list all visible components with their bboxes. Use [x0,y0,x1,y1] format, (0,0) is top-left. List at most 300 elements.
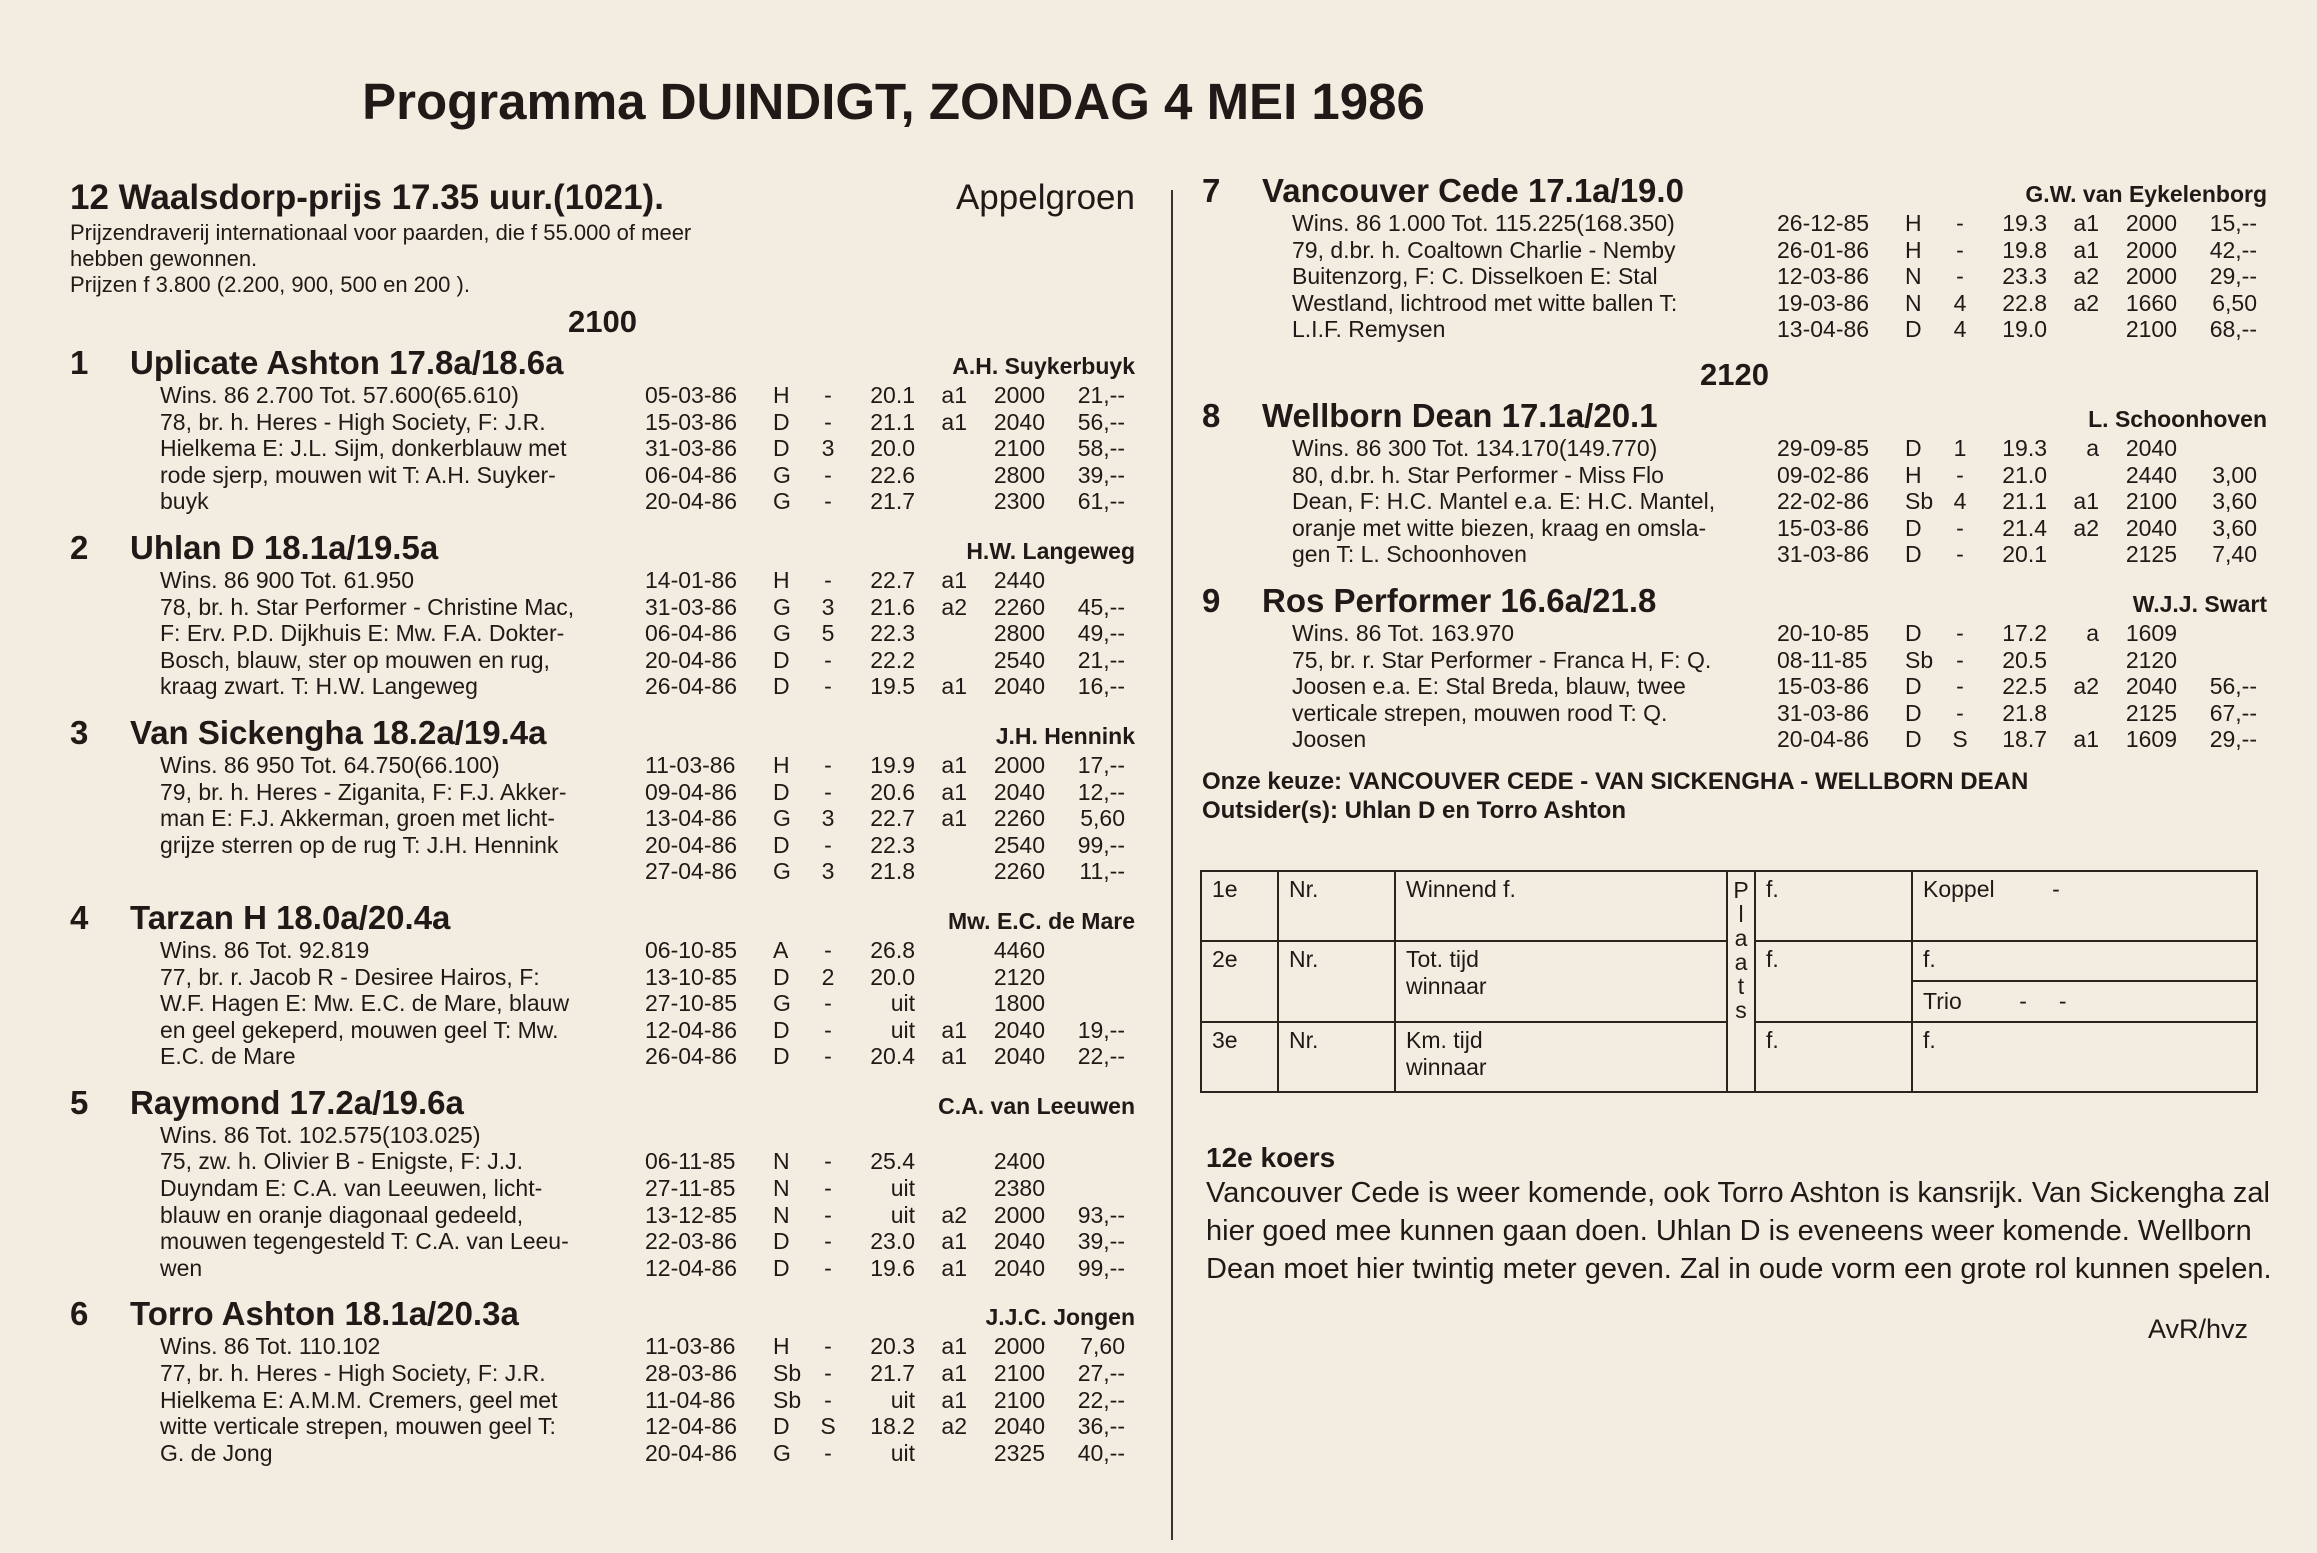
perf-pl: - [824,1333,832,1360]
horse-name: Van Sickengha 18.2a/19.4a [130,713,547,751]
perf-dist: 2440 [993,566,1045,593]
perf-time: 21.1 [2002,488,2047,515]
perf-track [773,1122,813,1149]
description-line: 77, br. r. Jacob R - Desiree Hairos, F: [160,963,540,990]
description-line: Wins. 86 2.700 Tot. 57.600(65.610) [160,382,519,408]
perf-track: D [1905,514,1922,541]
perf-pl: - [824,461,832,488]
perf-pl: - [824,831,832,858]
perf-dist: 2000 [2125,210,2177,236]
race-header [70,178,1135,218]
performance-row [645,1122,1135,1149]
perf-date: 15-03-86 [1777,673,1870,700]
perf-dist: 2120 [2125,646,2177,673]
description-line: Dean, F: H.C. Mantel e.a. E: H.C. Mantel, [1292,488,1716,515]
perf-time: 23.0 [870,1228,915,1255]
perf-prize: 3,60 [2212,488,2257,515]
perf-dist: 2125 [2125,699,2177,726]
perf-pl: - [824,936,832,963]
perf-date: 27-04-86 [645,858,738,885]
perf-prize: 93,-- [1077,1201,1125,1228]
description-line: wen [160,1254,203,1281]
perf-pl: 1 [1953,434,1967,461]
race-distance-2: 2120 [1700,356,1769,392]
perf-dist: 2380 [993,1175,1045,1202]
perf-time: 19.3 [2002,210,2047,236]
perf-st [2047,316,2099,343]
horse-header [1202,397,2267,435]
perf-st: a2 [2073,263,2099,290]
perf-pl: 3 [821,858,835,885]
horse-name: Wellborn Dean 17.1a/20.1 [1262,396,1658,434]
performance-row [645,1175,1135,1202]
perf-dist: 2040 [993,408,1045,435]
perf-pl: - [824,1016,832,1043]
perf-prize: 42,-- [2209,236,2257,263]
description-line: E.C. de Mare [160,1043,296,1070]
description-line [160,858,645,885]
perf-time: 19.5 [870,673,915,700]
description-line: kraag zwart. T: H.W. Langeweg [160,673,478,700]
perf-st: a1 [941,751,967,778]
perf-dist: 2100 [2125,316,2177,343]
perf-dist: 2125 [2125,541,2177,568]
race-title: 12 Waalsdorp-prijs 17.35 uur.(1021). [70,178,664,217]
perf-time [843,1122,915,1149]
perf-prize: 61,-- [1077,488,1125,515]
perf-dist: 2120 [993,963,1045,990]
perf-dist: 2100 [2125,488,2177,515]
perf-dist: 2540 [993,646,1045,673]
perf-time: 20.1 [870,382,915,408]
perf-date: 20-04-86 [1777,726,1870,753]
performance-row [645,1387,1135,1414]
horse-entry [1202,397,2267,568]
performance-row [645,832,1135,859]
perf-track: G [773,461,791,488]
perf-st: a2 [941,1413,967,1440]
plaats-f-3: f. [1755,1022,1912,1092]
horse-name: Tarzan H 18.0a/20.4a [130,898,451,936]
perf-prize: 17,-- [1077,751,1125,778]
perf-track: D [773,408,790,435]
description-line: Wins. 86 Tot. 92.819 [160,936,370,963]
perf-date: 15-03-86 [645,408,738,435]
perf-prize: 7,40 [2212,541,2257,568]
perf-dist: 2000 [993,751,1045,778]
perf-prize: 49,-- [1077,620,1125,647]
perf-date: 06-10-85 [645,936,738,963]
horse-trainer: J.H. Hennink [995,722,1135,749]
perf-track: N [1905,289,1922,316]
description-line: 78, br. h. Heres - High Society, F: J.R. [160,408,546,435]
perf-prize: 56,-- [2209,673,2257,700]
perf-date: 26-04-86 [645,1043,738,1070]
horse-description [160,567,645,700]
perf-dist: 2400 [993,1148,1045,1175]
horse-list [70,344,1135,1466]
perf-st [915,964,967,991]
perf-pl: 4 [1953,289,1967,316]
perf-prize: 40,-- [1077,1439,1125,1466]
perf-st: a1 [941,1016,967,1043]
horse-name: Raymond 17.2a/19.6a [130,1083,464,1121]
performance-row [1777,435,2267,462]
horse-trainer: C.A. van Leeuwen [938,1092,1135,1119]
description-line: Westland, lichtrood met witte ballen T: [1292,289,1678,316]
perf-time: uit [890,1175,915,1202]
horse-description [160,937,645,1070]
perf-prize [1045,1148,1125,1175]
perf-dist: 2000 [2125,236,2177,263]
rank-3: 3e [1201,1022,1278,1092]
description-line: F: Erv. P.D. Dijkhuis E: Mw. F.A. Dokter- [160,620,565,647]
description-line: 80, d.br. h. Star Performer - Miss Flo [1292,461,1664,488]
koppel: Koppel - [1912,871,2257,941]
horse-header [70,1084,1135,1122]
horse-trainer: Mw. E.C. de Mare [947,907,1135,934]
perf-date: 11-04-86 [645,1386,736,1413]
description-line: gen T: L. Schoonhoven [1292,541,1527,568]
horse-name: Uhlan D 18.1a/19.5a [130,528,439,566]
perf-prize: 3,00 [2212,461,2257,488]
perf-date: 13-10-85 [645,963,738,990]
perf-prize: 7,60 [1080,1333,1125,1360]
performance-row [1777,647,2267,674]
perf-time: 20.1 [2002,541,2047,568]
horse-entry [70,1295,1135,1466]
perf-pl: - [824,1175,832,1202]
perf-prize [2177,620,2257,647]
perf-track: D [1905,673,1922,700]
perf-time: 21.1 [870,408,915,435]
perf-track: D [773,1043,790,1070]
perf-pl: 2 [821,963,835,990]
perf-date: 22-03-86 [645,1228,738,1255]
tot-tijd: Tot. tijd winnaar [1395,941,1727,1022]
horse-body [160,567,1135,700]
perf-time: 22.6 [870,461,915,488]
perf-date: 06-04-86 [645,620,738,647]
performance-row [645,805,1135,832]
perf-pl: - [824,1254,832,1281]
perf-st: a1 [941,1333,967,1360]
perf-time: 26.8 [870,936,915,963]
perf-pl: 3 [821,435,835,462]
perf-track: Sb [773,1386,802,1413]
perf-time: 22.8 [2002,289,2047,316]
performance-table [645,567,1135,700]
performance-row [645,488,1135,515]
horse-entry [70,714,1135,885]
perf-track: H [1905,236,1922,263]
perf-time: 22.5 [2002,673,2047,700]
performance-table [1777,210,2267,343]
performance-row [645,647,1135,674]
perf-track: N [773,1201,790,1228]
perf-prize: 21,-- [1077,646,1125,673]
perf-dist: 2040 [2125,434,2177,461]
perf-st: a2 [941,1201,967,1228]
perf-track: D [773,673,790,700]
race-conditions: Prijzendraverij internationaal voor paarden, die f 55.000 of meer hebben gewonnen. Prijzen f 3.800 (2.200, 900, 500 en 200 ). [70,220,692,297]
description-line: Joosen [1292,726,1367,753]
perf-pl: - [1956,646,1964,673]
performance-row [645,1202,1135,1229]
horse-body [160,1333,1135,1466]
description-line: Bosch, blauw, ster op mouwen en rug, [160,646,550,673]
perf-dist: 2440 [2125,461,2177,488]
perf-pl: - [824,408,832,435]
performance-row [645,1228,1135,1255]
perf-track: G [773,858,791,885]
perf-st [915,462,967,489]
perf-st [915,488,967,515]
performance-row [645,1360,1135,1387]
horse-entry [1202,172,2267,343]
description-line: Buitenzorg, F: C. Disselkoen E: Stal [1292,263,1658,290]
koers-text: Vancouver Cede is weer komende, ook Torro Ashton is kansrijk. Van Sickengha zal hier goed mee kunnen gaan doen. Uhlan D is eveneens weer komende. Wellborn Dean moet hier twintig meter geven. Zal in oude vorm een grote rol kunnen spelen. [1206,1177,2272,1285]
koppel-trio: f. Trio - - [1912,941,2257,1022]
perf-date: 31-03-86 [1777,541,1870,568]
perf-prize: 6,50 [2212,289,2257,316]
performance-row [1777,700,2267,727]
our-choice-line: Onze keuze: VANCOUVER CEDE - VAN SICKENGHA - WELLBORN DEAN [1202,767,2029,795]
horse-body [1292,620,2267,753]
perf-date: 20-04-86 [645,831,738,858]
performance-row [1777,263,2267,290]
perf-dist: 1609 [2125,619,2177,646]
horse-trainer: A.H. Suykerbuyk [952,353,1135,379]
horse-number: 6 [70,1295,89,1333]
performance-row [1777,290,2267,317]
description-line: rode sjerp, mouwen wit T: A.H. Suyker- [160,461,556,488]
perf-time: 22.7 [870,566,915,593]
perf-st: a1 [941,805,967,832]
perf-st [2047,462,2099,489]
horse-description [1292,435,1777,568]
horse-body [1292,435,2267,568]
horse-description [1292,620,1777,753]
perf-dist: 2800 [993,461,1045,488]
description-line: Duyndam E: C.A. van Leeuwen, licht- [160,1175,543,1202]
perf-track: Sb [1905,646,1934,673]
perf-pl: - [824,1043,832,1070]
perf-track: D [773,963,790,990]
signature: AvR/hvz [2148,1314,2249,1344]
horse-name: Vancouver Cede 17.1a/19.0 [1262,172,1684,209]
perf-dist: 2040 [2125,673,2177,700]
perf-date: 31-03-86 [645,435,738,462]
horse-header [70,529,1135,567]
perf-time: 18.2 [870,1413,915,1440]
performance-row [645,620,1135,647]
perf-track: A [773,936,789,963]
horse-number: 3 [70,713,89,751]
perf-st [915,832,967,859]
perf-prize: 39,-- [1077,461,1125,488]
perf-prize [2177,435,2257,462]
horse-list-2 [1202,397,2267,753]
perf-st: a1 [941,1360,967,1387]
horse-body [160,1122,1135,1282]
perf-track: H [773,566,790,593]
perf-dist: 2000 [993,1333,1045,1360]
perf-time: 21.8 [870,858,915,885]
horse-number: 1 [70,344,89,381]
performance-row [645,1440,1135,1467]
perf-st [915,647,967,674]
perf-st: a1 [941,566,967,593]
perf-date: 22-02-86 [1777,488,1870,515]
performance-row [1777,541,2267,568]
perf-pl: - [1956,541,1964,568]
perf-st: a1 [941,778,967,805]
performance-row [645,752,1135,779]
perf-st [915,1122,967,1149]
perf-track: D [1905,541,1922,568]
horse-description [160,752,645,885]
perf-prize: 22,-- [1077,1043,1125,1070]
perf-track: N [773,1175,790,1202]
horse-header [70,1295,1135,1333]
perf-date: 27-10-85 [645,990,738,1017]
perf-pl: - [824,1386,832,1413]
perf-pl: - [1956,673,1964,700]
perf-dist: 2100 [993,1386,1045,1413]
description-line: buyk [160,488,209,515]
perf-st: a1 [941,1228,967,1255]
perf-st: a1 [2073,726,2099,753]
perf-dist: 2040 [993,1228,1045,1255]
perf-track: N [773,1148,790,1175]
perf-prize: 16,-- [1077,673,1125,700]
perf-date: 12-03-86 [1777,263,1870,290]
perf-prize: 58,-- [1077,435,1125,462]
performance-row [645,435,1135,462]
performance-table [1777,435,2267,568]
horse-trainer: W.J.J. Swart [2132,590,2267,617]
horse-number: 8 [1202,396,1221,434]
description-line: Wins. 86 950 Tot. 64.750(66.100) [160,751,500,778]
perf-date: 13-12-85 [645,1201,738,1228]
perf-st [2047,647,2099,674]
description-line: Wins. 86 1.000 Tot. 115.225(168.350) [1292,210,1675,236]
perf-date: 26-12-85 [1777,210,1870,236]
perf-date: 12-04-86 [645,1016,738,1043]
description-line: Hielkema E: J.L. Sijm, donkerblauw met [160,435,567,462]
perf-pl: - [1956,236,1964,263]
perf-prize: 12,-- [1077,778,1125,805]
performance-row [1777,726,2267,753]
perf-prize [1045,990,1125,1017]
performance-row [645,858,1135,885]
perf-track: D [773,1228,790,1255]
perf-date: 05-03-86 [645,382,738,408]
perf-time: 20.0 [870,963,915,990]
perf-track: H [1905,210,1922,236]
perf-prize [1045,1122,1125,1149]
plaats-vertical: P l a a t s [1727,871,1755,1092]
perf-dist: 2040 [2125,514,2177,541]
description-line: mouwen tegengesteld T: C.A. van Leeu- [160,1228,569,1255]
horse-entry [70,529,1135,700]
perf-time: 19.3 [2002,434,2047,461]
description-line: Hielkema E: A.M.M. Cremers, geel met [160,1386,558,1413]
perf-dist: 2000 [993,1201,1045,1228]
perf-dist: 2260 [993,858,1045,885]
performance-row [645,1333,1135,1360]
perf-date: 28-03-86 [645,1360,738,1387]
perf-track: D [773,1254,790,1281]
perf-dist: 1660 [2125,289,2177,316]
performance-table [1777,620,2267,753]
description-line: 75, zw. h. Olivier B - Enigste, F: J.J. [160,1148,524,1175]
nr-1: Nr. [1278,871,1395,941]
horse-trainer: G.W. van Eykelenborg [2025,181,2267,207]
perf-date [645,1122,773,1149]
rank-2: 2e [1201,941,1278,1022]
performance-row [645,382,1135,409]
horse-description [160,382,645,515]
perf-prize: 22,-- [1077,1386,1125,1413]
perf-track: D [773,831,790,858]
perf-st: a2 [2073,289,2099,316]
perf-dist: 2040 [993,1043,1045,1070]
horse-header [70,714,1135,752]
perf-time: 22.3 [870,831,915,858]
perf-track: D [773,435,790,462]
perf-pl: S [1952,726,1968,753]
perf-pl: - [824,1201,832,1228]
koers-heading: 12e koers [1206,1142,1336,1173]
perf-prize [1045,567,1125,594]
perf-time: 21.6 [870,593,915,620]
perf-st: a2 [941,593,967,620]
description-line: Joosen e.a. E: Stal Breda, blauw, twee [1292,673,1686,700]
perf-date: 11-03-86 [645,1333,736,1360]
perf-st [915,620,967,647]
perf-st [915,858,967,885]
perf-pl: - [824,1439,832,1466]
plaats-f-2: f. [1755,941,1912,1022]
perf-pl: - [824,673,832,700]
perf-date: 06-04-86 [645,461,738,488]
perf-date: 20-04-86 [645,646,738,673]
horse-number: 9 [1202,581,1221,619]
horse-entry [70,1084,1135,1282]
horse-entry [70,899,1135,1070]
description-line: 79, d.br. h. Coaltown Charlie - Nemby [1292,236,1676,263]
perf-pl: - [824,1228,832,1255]
horse-number: 4 [70,898,89,936]
perf-dist: 2260 [993,805,1045,832]
perf-st [2047,541,2099,568]
description-line: man E: F.J. Akkerman, groen met licht- [160,805,555,832]
perf-dist: 2260 [993,593,1045,620]
perf-date: 15-03-86 [1777,514,1870,541]
perf-dist: 2540 [993,831,1045,858]
perf-track: H [773,751,790,778]
description-line: witte verticale strepen, mouwen geel T: [160,1413,556,1440]
horse-name: Torro Ashton 18.1a/20.3a [130,1295,519,1333]
perf-track: D [773,1016,790,1043]
description-line: 79, br. h. Heres - Ziganita, F: F.J. Akker- [160,778,567,805]
performance-table [645,1333,1135,1466]
performance-row [1777,462,2267,489]
perf-prize [1045,1175,1125,1202]
perf-date: 20-04-86 [645,488,738,515]
